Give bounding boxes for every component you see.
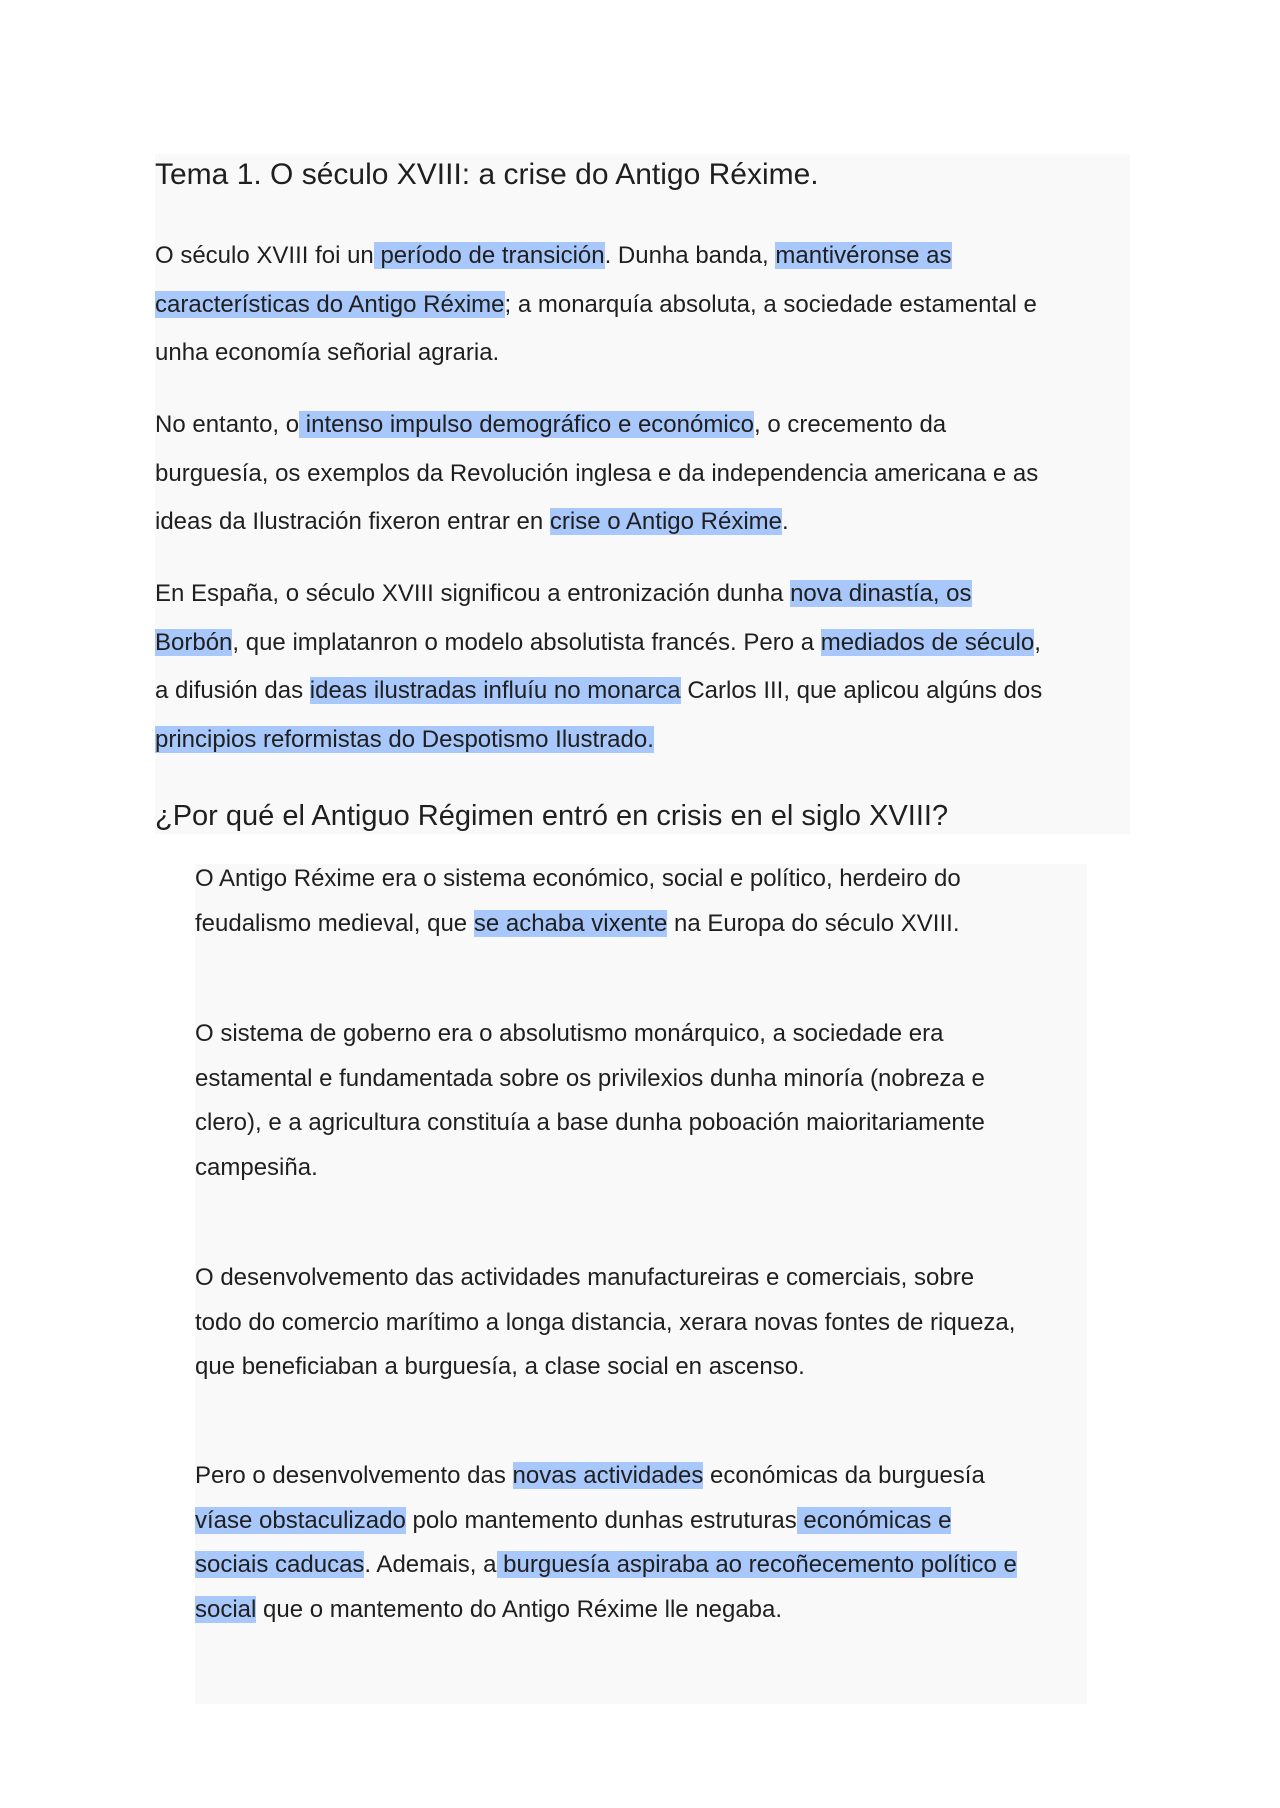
highlighted-text: burguesía aspiraba ao recoñecemento político e [496,1551,1017,1578]
text-run: No entanto, o [155,411,300,438]
paragraph-government [195,1012,1075,1190]
text-run: ideas da Ilustración fixeron entrar en [155,508,550,535]
text-run: . Ademais, a [364,1551,497,1578]
text-run: , [1034,628,1041,656]
paragraph-commerce [195,1256,1075,1390]
text-run: . [782,508,789,535]
highlighted-text: Borbón [155,628,233,656]
highlighted-text: principios reformistas do Despotismo Ilustrado. [155,725,654,753]
highlighted-text: económicas e [796,1506,952,1534]
highlighted-text: crise o Antigo Réxime [549,508,782,535]
highlighted-text: víase obstaculizado [195,1506,406,1534]
text-run: O Antigo Réxime era o sistema económico, social e político, herdeiro do [195,865,961,892]
highlighted-text: social [195,1595,257,1623]
text-run: . Dunha banda, [604,242,776,269]
highlighted-text: características do Antigo Réxime [155,290,505,318]
highlighted-text: ideas ilustradas influíu no monarca [309,677,681,704]
text-run: , que implatanron o modelo absolutista francés. Pero a [232,628,821,656]
highlighted-text: mantivéronse as [775,242,952,269]
text-run: a difusión das [155,677,310,704]
paragraph-intro [155,232,1115,378]
text-run: todo do comercio marítimo a longa distancia, xerara novas fontes de riqueza, [195,1308,1016,1336]
text-run: unha economía señorial agraria. [155,339,500,366]
highlighted-text: mediados de século [820,628,1035,656]
highlighted-text: período de transición [373,242,605,269]
highlighted-text: intenso impulso demográfico e económico [299,411,755,438]
text-run: clero), e a agricultura constituía a base dunha poboación maioritariamente [195,1109,985,1136]
highlighted-text: se achaba vixente [473,909,668,937]
text-run: estamental e fundamentada sobre os privilexios dunha minoría (nobreza e [195,1064,985,1092]
text-run: Pero o desenvolvemento das [195,1462,513,1489]
text-run: que beneficiaban a burguesía, a clase social en ascenso. [195,1353,805,1380]
paragraph-definition [195,857,1075,946]
paragraph-bourgeoisie [195,1454,1075,1632]
highlighted-text: sociais caducas [195,1551,365,1578]
text-run: económicas da burguesía [703,1462,985,1489]
text-run: O sistema de goberno era o absolutismo monárquico, a sociedade era [195,1020,944,1047]
paragraph-crisis [155,401,1115,547]
section-heading: ¿Por qué el Antiguo Régimen entró en crisis en el siglo XVIII? [155,800,949,832]
text-run: burguesía, os exemplos da Revolución inglesa e da independencia americana e as [155,459,1039,487]
text-run: , o crecemento da [754,411,947,438]
text-run: ; a monarquía absoluta, a sociedade estamental e [504,290,1037,318]
highlighted-text: nova dinastía, os [790,580,972,607]
text-run: En España, o século XVIII significou a entronización dunha [155,580,791,607]
text-run: O desenvolvemento das actividades manufactureiras e comerciais, sobre [195,1264,975,1291]
text-run: campesiña. [195,1153,318,1181]
text-run: na Europa do século XVIII. [667,909,960,937]
text-run: que o mantemento do Antigo Réxime lle negaba. [256,1595,783,1623]
text-run: Carlos III, que aplicou algúns dos [680,677,1043,704]
paragraph-spain [155,570,1115,764]
text-run: polo mantemento dunhas estruturas [405,1506,797,1534]
text-run: O século XVIII foi un [155,242,374,269]
highlighted-text: novas actividades [512,1462,704,1489]
page-title: Tema 1. O século XVIII: a crise do Antigo Réxime. [155,158,819,191]
text-run: feudalismo medieval, que [195,909,474,937]
